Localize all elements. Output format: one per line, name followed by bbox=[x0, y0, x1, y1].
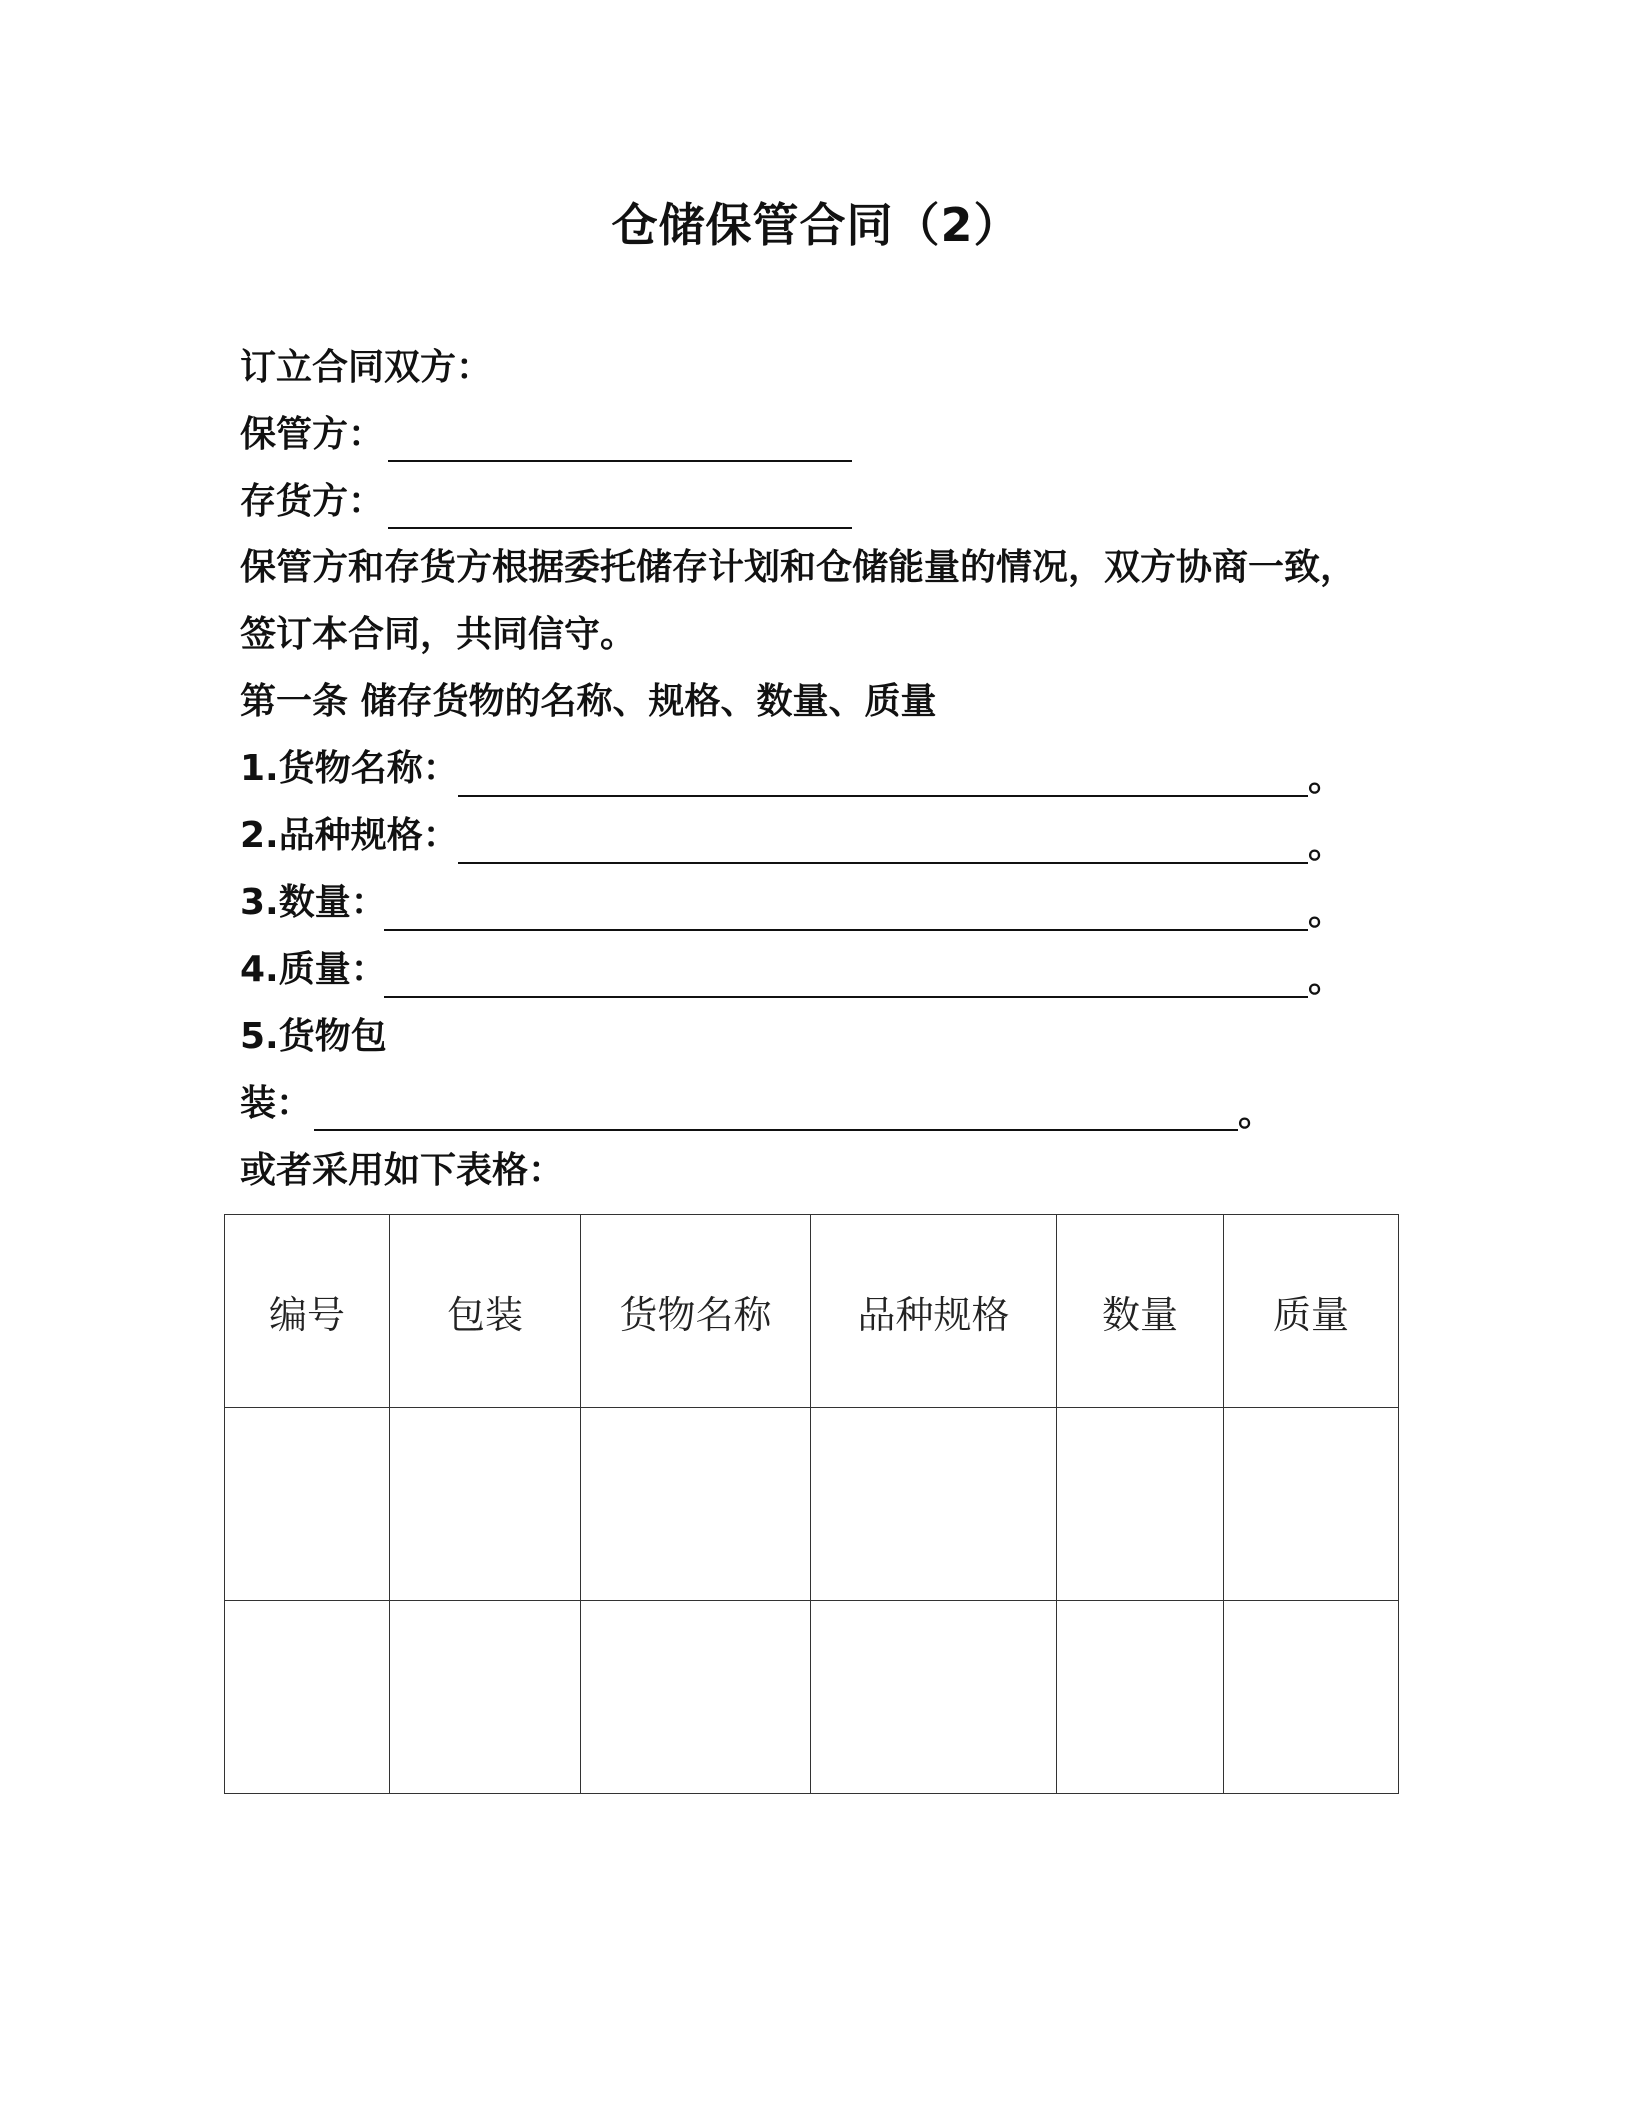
table-cell[interactable] bbox=[390, 1408, 581, 1601]
quality-blank-line[interactable] bbox=[384, 996, 1308, 998]
spec-blank-line[interactable] bbox=[458, 862, 1308, 864]
spec-period: 。 bbox=[1308, 825, 1345, 866]
header-goods-name: 货物名称 bbox=[581, 1215, 811, 1408]
spec-label: 2.品种规格： bbox=[240, 815, 459, 856]
intro-line-1: 保管方和存货方根据委托储存计划和仓储能量的情况，双方协商一致， bbox=[240, 547, 1357, 588]
goods-table bbox=[224, 1214, 1399, 1794]
table-cell[interactable] bbox=[1057, 1601, 1224, 1794]
goods-name-blank-line[interactable] bbox=[458, 795, 1308, 797]
quality-label: 4.质量： bbox=[240, 949, 387, 990]
article-1-heading: 第一条 储存货物的名称、规格、数量、质量 bbox=[240, 681, 937, 722]
table-cell[interactable] bbox=[1057, 1408, 1224, 1601]
table-cell[interactable] bbox=[1224, 1601, 1399, 1794]
table-row bbox=[225, 1408, 1399, 1601]
table-cell[interactable] bbox=[1224, 1408, 1399, 1601]
quality-period: 。 bbox=[1308, 959, 1345, 1000]
quantity-label: 3.数量： bbox=[240, 882, 387, 923]
header-quality: 质量 bbox=[1224, 1215, 1399, 1408]
header-quantity: 数量 bbox=[1057, 1215, 1224, 1408]
packaging-label-line-1: 5.货物包 bbox=[240, 1016, 387, 1057]
table-cell[interactable] bbox=[811, 1601, 1057, 1794]
quantity-period: 。 bbox=[1308, 892, 1345, 933]
packaging-period: 。 bbox=[1238, 1093, 1275, 1134]
table-cell[interactable] bbox=[390, 1601, 581, 1794]
table-intro: 或者采用如下表格： bbox=[240, 1150, 565, 1191]
header-number: 编号 bbox=[225, 1215, 390, 1408]
table-row bbox=[225, 1601, 1399, 1794]
packaging-blank-line[interactable] bbox=[314, 1129, 1238, 1131]
custodian-label: 保管方： bbox=[240, 414, 385, 455]
header-spec: 品种规格 bbox=[811, 1215, 1057, 1408]
depositor-blank-line[interactable] bbox=[388, 527, 852, 529]
table-cell[interactable] bbox=[581, 1601, 811, 1794]
depositor-label: 存货方： bbox=[240, 481, 385, 522]
packaging-label-line-2: 装： bbox=[240, 1083, 313, 1124]
custodian-blank-line[interactable] bbox=[388, 460, 852, 462]
table-cell[interactable] bbox=[225, 1408, 390, 1601]
intro-line-2: 签订本合同，共同信守。 bbox=[240, 614, 637, 655]
quantity-blank-line[interactable] bbox=[384, 929, 1308, 931]
header-packaging: 包装 bbox=[390, 1215, 581, 1408]
table-cell[interactable] bbox=[581, 1408, 811, 1601]
parties-heading: 订立合同双方： bbox=[240, 347, 493, 388]
table-cell[interactable] bbox=[811, 1408, 1057, 1601]
goods-name-label: 1.货物名称： bbox=[240, 748, 459, 789]
table-cell[interactable] bbox=[225, 1601, 390, 1794]
document-title: 仓储保管合同（2） bbox=[611, 198, 1021, 252]
goods-name-period: 。 bbox=[1308, 758, 1345, 799]
table-header-row bbox=[225, 1215, 1399, 1408]
